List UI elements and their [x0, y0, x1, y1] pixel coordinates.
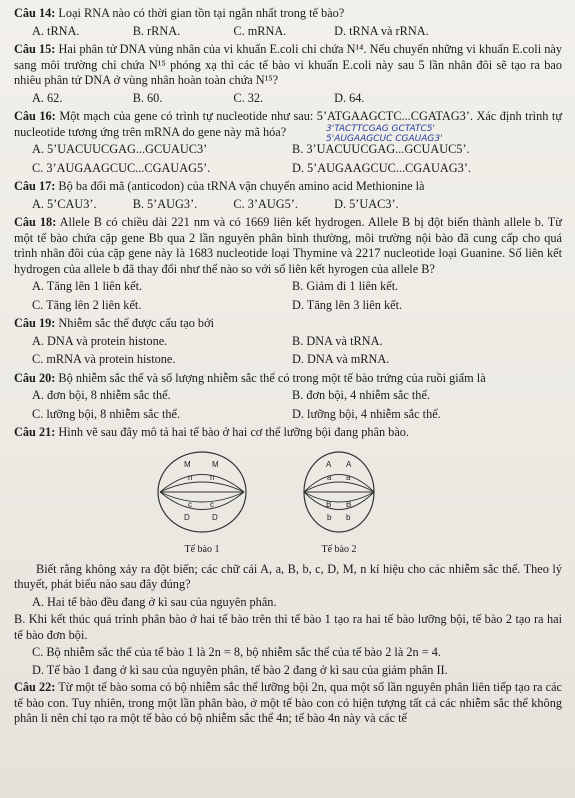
q20-option-d[interactable]: D. lưỡng bội, 4 nhiễm sắc thể.: [292, 406, 441, 421]
q15-option-b[interactable]: B. 60.: [132, 90, 163, 105]
question-18: [14, 215, 562, 313]
question-19-options: [32, 334, 562, 368]
q21-option-a[interactable]: A. Hai tế bào đều đang ở kì sau của nguyên phân.: [32, 594, 277, 609]
question-14-text: Loại RNA nào có thời gian tồn tại ngắn nhất trong tế bào?: [58, 6, 345, 20]
cell-1-label-8: D: [212, 512, 218, 522]
cell-1: [154, 447, 250, 558]
q16-option-a[interactable]: A. 5’UACUUCGAG...GCUAUC3’: [32, 142, 208, 156]
cell-1-caption: Tế bào 1: [184, 544, 220, 555]
q17-option-a[interactable]: A. 5’CAU3’.: [32, 196, 97, 211]
q15-option-a[interactable]: A. 62.: [32, 90, 63, 105]
q17-option-b[interactable]: B. 5’AUG3’.: [132, 196, 198, 211]
q19-option-d[interactable]: D. DNA và mRNA.: [292, 352, 390, 366]
cell-2-label-3: a: [327, 472, 332, 482]
q15-option-d[interactable]: D. 64.: [334, 90, 365, 105]
question-16-text: Một mạch của gene có trình tự nucleotide như sau: 5’ATGAAGCTC...CGATAG3’. Xác định trình tự nucleotide tương ứng trên mRNA do gene này mã hóa?: [14, 109, 562, 139]
question-17-options: [32, 197, 562, 213]
question-16-title: Câu 16:: [14, 109, 56, 123]
question-15-title: Câu 15:: [14, 42, 56, 56]
question-14-title: Câu 14:: [14, 6, 56, 20]
cell-1-label-4: n: [210, 472, 215, 482]
cell-2: [300, 447, 378, 558]
q14-option-a[interactable]: A. tRNA.: [32, 23, 80, 38]
question-21-title: Câu 21:: [14, 425, 56, 439]
question-18-options: [32, 279, 562, 313]
cell-1-label-7: D: [184, 512, 190, 522]
q21-option-c[interactable]: C. Bộ nhiễm sắc thể của tế bào 1 là 2n = 8, bộ nhiễm sắc thể của tế bào 2 là 2n = 4.: [32, 645, 441, 659]
q16-option-c[interactable]: C. 3’AUGAAGCUC...CGAUAG5’.: [32, 160, 211, 175]
q21-option-d[interactable]: D. Tế bào 1 đang ở kì sau của nguyên phân, tế bào 2 đang ở kì sau của giảm phân II.: [32, 662, 448, 677]
q16-option-d[interactable]: D. 5’AUGAAGCUC...CGAUAG3’.: [292, 160, 471, 175]
q19-option-a[interactable]: A. DNA và protein histone.: [32, 333, 168, 348]
question-20-options: [32, 388, 562, 422]
cell-2-diagram: [300, 447, 378, 537]
cell-2-label-8: b: [346, 512, 351, 522]
question-22-text: Từ một tế bào soma có bộ nhiễm sắc thể lưỡng bội 2n, qua một số lần nguyên phân liên tiếp tạo ra các tế bào con. Tuy nhiên, trong một lần phân bào, ở một tế bào con có hiện tượng tất cả các nhiễm sắc thể không phân li nên chỉ tạo ra một tế bào có bộ nhiễm sắc thể 4n; tế bào 4n này và các tế: [14, 680, 563, 725]
cell-1-label-2: M: [212, 459, 219, 469]
q18-option-c[interactable]: C. Tăng lên 2 liên kết.: [32, 297, 142, 312]
cell-2-label-4: a: [346, 472, 351, 482]
cell-figure: [154, 447, 562, 558]
cell-1-diagram: [154, 447, 250, 537]
q19-option-c[interactable]: C. mRNA và protein histone.: [32, 352, 176, 366]
q20-option-c[interactable]: C. lưỡng bội, 8 nhiễm sắc thể.: [32, 406, 181, 421]
q20-option-b[interactable]: B. đơn bội, 4 nhiễm sắc thể.: [292, 388, 430, 402]
cell-2-label-5: B: [326, 499, 332, 509]
q15-option-c[interactable]: C. 32.: [233, 90, 264, 105]
handwritten-notes: 3'TACTTCGAG GCTATC5' 5'AUGAAGCUC CGAUAG3': [326, 124, 443, 144]
q16-option-b[interactable]: B. 3’UACUUCGAG...GCUAUC5’.: [292, 142, 470, 156]
q19-option-b[interactable]: B. DNA và tRNA.: [292, 333, 383, 348]
q17-option-d[interactable]: D. 5’UAC3’.: [334, 196, 399, 211]
cell-1-label-3: n: [188, 472, 193, 482]
q17-option-c[interactable]: C. 3’AUG5’.: [233, 196, 298, 211]
question-21: [14, 425, 562, 678]
question-18-title: Câu 18:: [14, 215, 57, 229]
cell-1-label-1: M: [184, 459, 191, 469]
question-14: [14, 6, 562, 39]
cell-1-label-5: c: [188, 499, 192, 509]
question-22: [14, 680, 562, 727]
cell-2-label-1: A: [326, 459, 332, 469]
question-18-text: Allele B có chiều dài 221 nm và có 1669 liên kết hydrogen. Allele B bị đột biến thành allele b. Từ một tế bào chứa cặp gene Bb qua 2 lần nguyên phân bình thường, môi trường nội bào đã cung cấp cho quá trình nhân đôi của cặp gene này là 1683 nucleotide loại Thymine và 2217 nucleotide loại Guanine. Số liên kết hydrogen của allele b đã thay đổi như thế nào so với số liên kết hyrogen của allele B?: [14, 215, 562, 276]
question-20-title: Câu 20:: [14, 370, 56, 385]
q20-option-a[interactable]: A. đơn bội, 8 nhiễm sắc thể.: [32, 388, 171, 402]
question-16: [14, 109, 562, 176]
question-15-text: Hai phân tử DNA vùng nhân của vi khuẩn E.coli chỉ chứa N¹⁴. Nếu chuyển những vi khuẩn E.coli này sang môi trường chỉ chứa N¹⁵ phóng xạ thì các tế bào vi khuẩn E.coli này sau 5 lần nhân đôi sẽ tạo ra bao nhiêu phân tử DNA ở vùng nhân hoàn toàn chứa N¹⁵?: [14, 42, 562, 87]
cell-1-label-6: c: [210, 499, 214, 509]
question-21-text-2: Biết rằng không xảy ra đột biến; các chữ cái A, a, B, b, c, D, M, n kí hiệu cho các nhiễm sắc thể. Theo lý thuyết, phát biểu nào sau đây đúng?: [14, 561, 562, 591]
question-20-text: Bộ nhiễm sắc thể và số lượng nhiễm sắc thể có trong một tế bào trứng của ruồi giấm là: [58, 370, 486, 385]
question-17: [14, 179, 562, 212]
cell-2-label-7: b: [327, 512, 332, 522]
question-20: [14, 371, 562, 423]
question-17-title: Câu 17:: [14, 179, 56, 193]
q14-option-b[interactable]: B. rRNA.: [132, 23, 181, 38]
q18-option-d[interactable]: D. Tăng lên 3 liên kết.: [292, 297, 403, 312]
q14-option-c[interactable]: C. mRNA.: [233, 23, 287, 38]
question-19: [14, 316, 562, 368]
cell-2-label-6: B: [346, 499, 352, 509]
question-19-title: Câu 19:: [14, 316, 56, 330]
cell-2-caption: Tế bào 2: [321, 544, 357, 555]
question-17-text: Bộ ba đối mã (anticodon) của tRNA vận chuyển amino acid Methionine là: [58, 179, 425, 193]
q18-option-a[interactable]: A. Tăng lên 1 liên kết.: [32, 279, 143, 293]
question-21-text: Hình vẽ sau đây mô tả hai tế bào ở hai cơ thể lưỡng bội đang phân bào.: [58, 425, 410, 439]
question-15: [14, 42, 562, 106]
q21-option-b[interactable]: B. Khi kết thúc quá trình phân bào ở hai tế bào trên thì tế bào 1 tạo ra hai tế bào lưỡng bội, tế bào 2 tạo ra hai tế bào đơn bội.: [14, 612, 562, 642]
exam-content: [14, 6, 562, 727]
question-15-options: [32, 91, 562, 107]
q18-option-b[interactable]: B. Giảm đi 1 liên kết.: [292, 279, 399, 293]
cell-2-label-2: A: [346, 459, 352, 469]
question-14-options: [32, 24, 562, 40]
question-19-text: Nhiễm sắc thể được cấu tạo bởi: [58, 316, 214, 330]
q14-option-d[interactable]: D. tRNA và rRNA.: [334, 23, 429, 38]
question-22-title: Câu 22:: [14, 680, 56, 694]
question-16-options: [32, 142, 562, 176]
